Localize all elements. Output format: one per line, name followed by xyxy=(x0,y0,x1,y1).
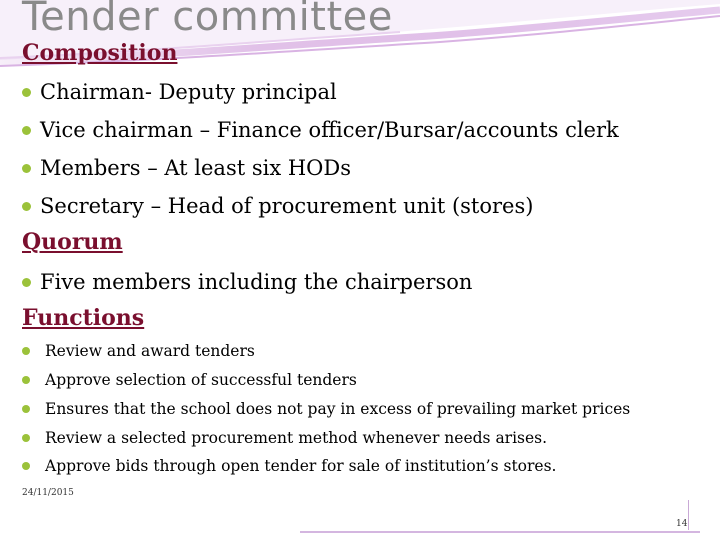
list-item xyxy=(22,400,630,418)
list-item-text: Review and award tenders xyxy=(45,342,255,360)
quorum-heading: Quorum xyxy=(22,229,123,255)
list-item xyxy=(22,118,619,142)
bullet-icon xyxy=(22,126,31,135)
list-item xyxy=(22,194,533,218)
list-item-text: Chairman- Deputy principal xyxy=(40,80,337,104)
slide-date: 24/11/2015 xyxy=(22,488,74,498)
list-item-text: Ensures that the school does not pay in excess of prevailing market prices xyxy=(45,400,631,418)
footer-rule xyxy=(300,531,700,533)
list-item xyxy=(22,156,351,180)
list-item-text: Approve selection of successful tenders xyxy=(45,371,357,389)
list-item xyxy=(22,80,337,104)
list-item xyxy=(22,429,547,447)
bullet-icon xyxy=(22,347,30,355)
footer-divider xyxy=(688,500,689,530)
list-item-text: Secretary – Head of procurement unit (stores) xyxy=(40,194,534,218)
bullet-icon xyxy=(22,434,30,442)
list-item-text: Approve bids through open tender for sale of institution’s stores. xyxy=(45,457,557,475)
bullet-icon xyxy=(22,88,31,97)
functions-heading: Functions xyxy=(22,305,145,331)
composition-heading: Composition xyxy=(22,40,178,66)
page-number: 14 xyxy=(676,519,688,529)
list-item xyxy=(22,371,357,389)
bullet-icon xyxy=(22,164,31,173)
slide-title: Tender committee xyxy=(22,0,393,40)
bullet-icon xyxy=(22,462,30,470)
list-item xyxy=(22,457,556,475)
list-item-text: Review a selected procurement method whenever needs arises. xyxy=(45,429,548,447)
list-item xyxy=(22,270,472,294)
list-item-text: Five members including the chairperson xyxy=(40,270,473,294)
list-item-text: Members – At least six HODs xyxy=(40,156,352,180)
bullet-icon xyxy=(22,376,30,384)
bullet-icon xyxy=(22,202,31,211)
bullet-icon xyxy=(22,405,30,413)
list-item xyxy=(22,342,255,360)
bullet-icon xyxy=(22,278,31,287)
list-item-text: Vice chairman – Finance officer/Bursar/accounts clerk xyxy=(40,118,619,142)
